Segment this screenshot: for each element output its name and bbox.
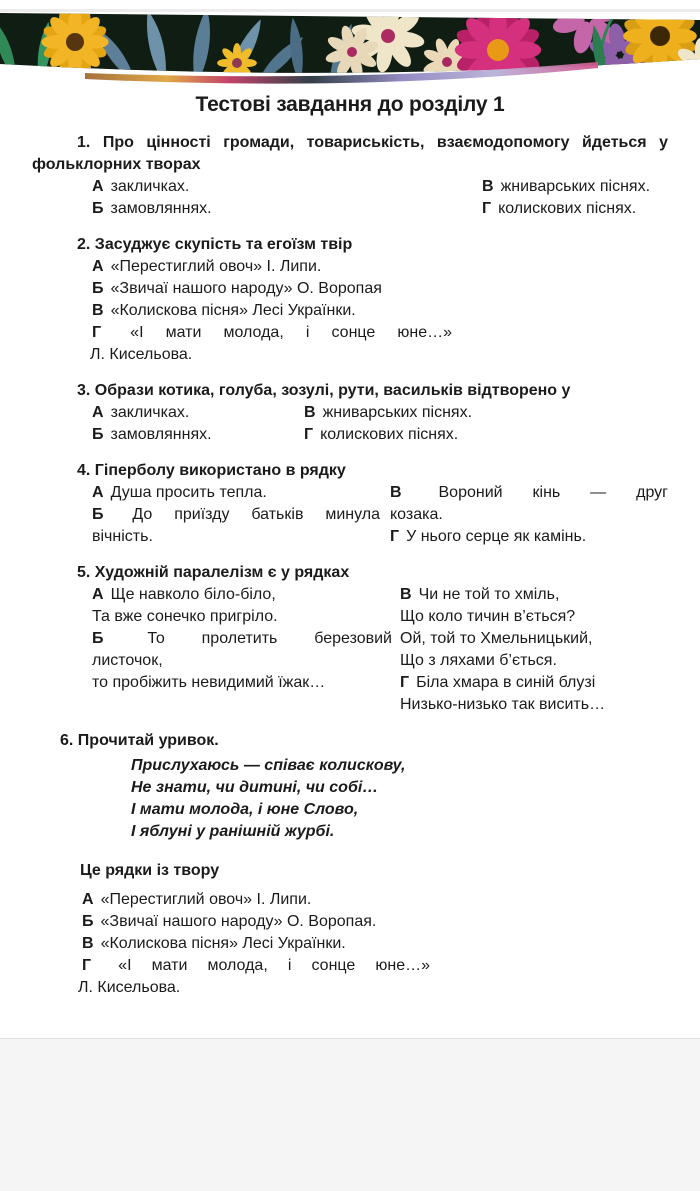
option-letter: Б bbox=[82, 913, 94, 930]
option-g bbox=[82, 955, 430, 977]
option-letter: Б bbox=[92, 506, 104, 523]
page-title: Тестові завдання до розділу 1 bbox=[195, 93, 505, 116]
option-letter: Г bbox=[390, 528, 400, 545]
option-text: Вороний кінь — друг bbox=[438, 484, 668, 501]
question-number: 1. bbox=[77, 134, 91, 151]
option-v-continued: Ой, той то Хмельницький, bbox=[400, 630, 593, 647]
options-column-left bbox=[92, 584, 392, 716]
option-text: «Колискова пісня» Лесі Українки. bbox=[100, 935, 346, 952]
option-letter: В bbox=[82, 935, 94, 952]
option-text: жниварських піснях. bbox=[322, 404, 473, 421]
floral-banner bbox=[0, 0, 700, 86]
option-v-continued: Що з ляхами б’ється. bbox=[400, 652, 557, 669]
option-v bbox=[92, 300, 668, 322]
question-stem: Художній паралелізм є у рядках bbox=[94, 564, 350, 581]
option-g bbox=[400, 672, 668, 694]
option-text: замовляннях. bbox=[110, 200, 212, 217]
question-3-stem bbox=[77, 380, 668, 402]
option-b bbox=[92, 628, 392, 650]
option-text: закличках. bbox=[110, 404, 190, 421]
option-letter: Б bbox=[92, 280, 104, 297]
answer-options bbox=[92, 256, 668, 366]
option-text: Біла хмара в синій блузі bbox=[416, 674, 596, 691]
option-v bbox=[400, 584, 668, 606]
question-1 bbox=[32, 132, 668, 220]
option-text: «Звичаї нашого народу» О. Воропая. bbox=[100, 913, 377, 930]
option-b bbox=[92, 198, 482, 220]
options-column-right bbox=[400, 584, 668, 716]
option-letter: Г bbox=[482, 200, 492, 217]
option-b bbox=[82, 911, 668, 933]
option-g bbox=[390, 526, 668, 548]
answer-options bbox=[92, 584, 668, 716]
option-letter: Г bbox=[92, 324, 102, 341]
options-column-right bbox=[304, 402, 668, 446]
option-text: колискових піснях. bbox=[320, 426, 459, 443]
options-column-left bbox=[92, 176, 482, 220]
question-6-stem bbox=[60, 730, 668, 752]
option-text: замовляннях. bbox=[110, 426, 212, 443]
option-g bbox=[304, 424, 668, 446]
option-letter: Б bbox=[92, 426, 104, 443]
option-b bbox=[92, 278, 668, 300]
option-letter: А bbox=[92, 404, 104, 421]
poem-excerpt bbox=[131, 755, 668, 843]
question-6 bbox=[32, 730, 668, 999]
answer-options bbox=[92, 176, 668, 220]
option-text: То пролетить березовий bbox=[147, 630, 392, 647]
options-column-right bbox=[390, 482, 668, 548]
question-stem: Про цінності громади, товариськість, взаємодопомогу йдеться у bbox=[102, 134, 668, 151]
footer-gray-area bbox=[0, 1038, 700, 1191]
option-letter: А bbox=[82, 891, 94, 908]
question-1-stem-line-2: фольклорних творах bbox=[32, 156, 201, 173]
option-v-continued: козака. bbox=[390, 506, 443, 523]
option-v bbox=[82, 933, 668, 955]
option-v bbox=[482, 176, 668, 198]
question-stem: Прочитай уривок. bbox=[77, 732, 219, 749]
poem-line: Не знати, чи дитині, чи собі… bbox=[131, 779, 379, 796]
option-g-author: Л. Кисельова. bbox=[78, 979, 181, 996]
option-b-continued: то пробіжить невидимий їжак… bbox=[92, 674, 326, 691]
option-letter: В bbox=[400, 586, 412, 603]
floral-banner-illustration bbox=[0, 0, 700, 86]
option-text: «Перестиглий овоч» І. Липи. bbox=[110, 258, 322, 275]
option-letter: А bbox=[92, 586, 104, 603]
option-text: «І мати молода, і сонце юне…» bbox=[130, 324, 453, 341]
option-text: «Колискова пісня» Лесі Українки. bbox=[110, 302, 356, 319]
option-a bbox=[92, 584, 392, 606]
option-letter: Г bbox=[304, 426, 314, 443]
option-a bbox=[92, 402, 304, 424]
answer-options bbox=[92, 402, 668, 446]
page-edge-line bbox=[0, 9, 700, 12]
option-a bbox=[92, 482, 380, 504]
question-1-stem-line-1 bbox=[32, 132, 668, 154]
option-b-continued: листочок, bbox=[92, 652, 163, 669]
option-letter: А bbox=[92, 178, 104, 195]
poem-line: І яблуні у ранішній журбі. bbox=[131, 823, 335, 840]
option-a bbox=[82, 889, 668, 911]
question-5-stem bbox=[77, 562, 668, 584]
option-text: У нього серце як камінь. bbox=[406, 528, 587, 545]
option-b bbox=[92, 504, 380, 526]
option-v-continued: Що коло тичин в’ється? bbox=[400, 608, 576, 625]
option-a bbox=[92, 256, 668, 278]
option-letter: А bbox=[92, 484, 104, 501]
option-a-continued: Та вже сонечко пригріло. bbox=[92, 608, 278, 625]
option-text: Душа просить тепла. bbox=[110, 484, 267, 501]
question-4 bbox=[32, 460, 668, 548]
poem-line: І мати молода, і юне Слово, bbox=[131, 801, 359, 818]
poem-line: Прислухаюсь — співає колискову, bbox=[131, 757, 406, 774]
yellow-daisy-icon bbox=[31, 0, 118, 86]
option-g-author: Л. Кисельова. bbox=[90, 346, 193, 363]
option-letter: В bbox=[390, 484, 402, 501]
option-letter: Б bbox=[92, 630, 104, 647]
option-text: До приїзду батьків минула bbox=[132, 506, 380, 523]
option-letter: В bbox=[304, 404, 316, 421]
option-v bbox=[304, 402, 668, 424]
option-text: колискових піснях. bbox=[498, 200, 637, 217]
option-text: Ще навколо біло-біло, bbox=[110, 586, 276, 603]
option-a bbox=[92, 176, 482, 198]
question-number: 3. bbox=[77, 382, 91, 399]
question-4-stem bbox=[77, 460, 668, 482]
option-letter: Г bbox=[400, 674, 410, 691]
option-text: «І мати молода, і сонце юне…» bbox=[118, 957, 431, 974]
option-v bbox=[390, 482, 668, 504]
option-g bbox=[92, 322, 452, 344]
question-3 bbox=[32, 380, 668, 446]
question-6-prompt: Це рядки із твору bbox=[80, 862, 220, 879]
question-number: 2. bbox=[77, 236, 91, 253]
question-2 bbox=[32, 234, 668, 366]
option-b bbox=[92, 424, 304, 446]
question-stem: Засуджує скупість та егоїзм твір bbox=[94, 236, 353, 253]
question-2-stem bbox=[77, 234, 668, 256]
question-number: 6. bbox=[60, 732, 74, 749]
question-number: 4. bbox=[77, 462, 91, 479]
option-text: «Звичаї нашого народу» О. Воропая bbox=[110, 280, 382, 297]
question-number: 5. bbox=[77, 564, 91, 581]
option-letter: А bbox=[92, 258, 104, 275]
option-text: закличках. bbox=[110, 178, 190, 195]
option-text: Чи не той то хміль, bbox=[418, 586, 560, 603]
option-letter: Б bbox=[92, 200, 104, 217]
option-g-continued: Низько-низько так висить… bbox=[400, 696, 606, 713]
option-text: «Перестиглий овоч» І. Липи. bbox=[100, 891, 312, 908]
option-letter: В bbox=[92, 302, 104, 319]
question-stem: Образи котика, голуба, зозулі, рути, васильків відтворено у bbox=[94, 382, 571, 399]
document-body bbox=[0, 80, 700, 999]
option-b-continued: вічність. bbox=[92, 528, 153, 545]
option-g bbox=[482, 198, 668, 220]
answer-options bbox=[92, 482, 668, 548]
option-letter: В bbox=[482, 178, 494, 195]
answer-options bbox=[78, 889, 668, 999]
option-text: жниварських піснях. bbox=[500, 178, 651, 195]
option-letter: Г bbox=[82, 957, 92, 974]
options-column-left bbox=[92, 402, 304, 446]
question-stem: Гіперболу використано в рядку bbox=[94, 462, 346, 479]
options-column-left bbox=[92, 482, 380, 548]
options-column-right bbox=[482, 176, 668, 220]
question-5 bbox=[32, 562, 668, 716]
